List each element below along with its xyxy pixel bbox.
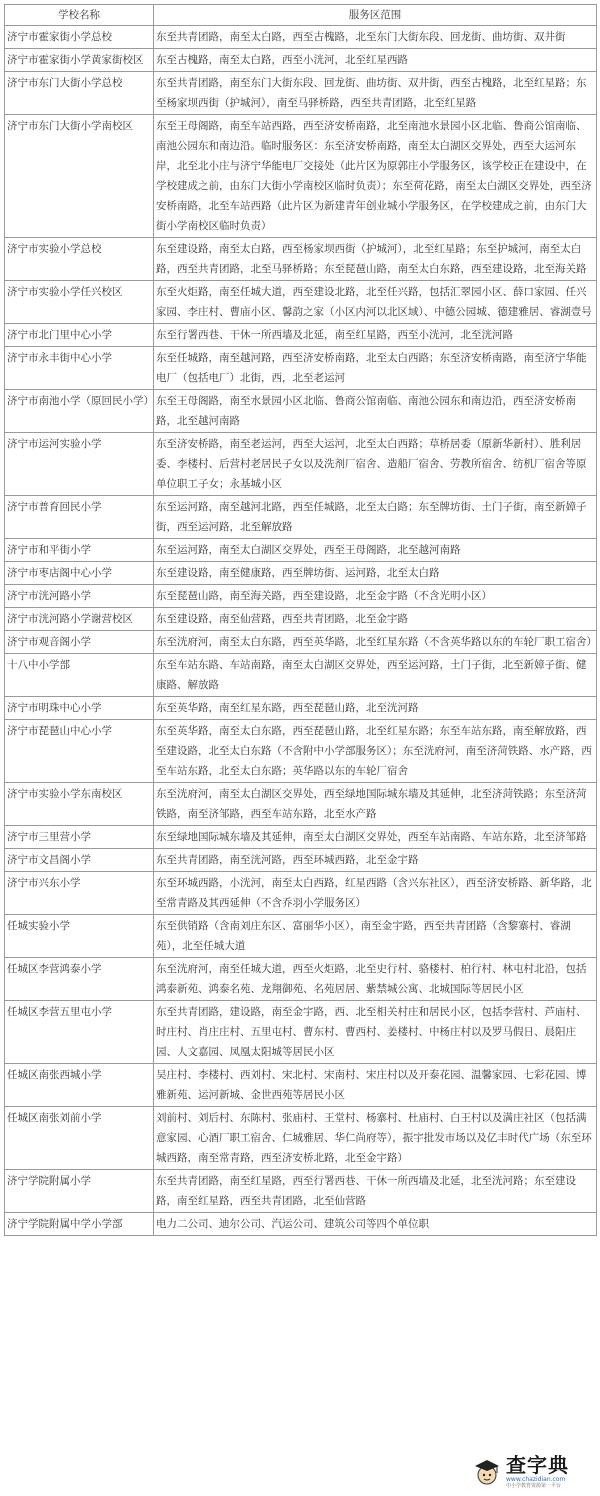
service-range-cell: 东至运河路，南至越河北路，西至任城路，北至太白路；东至牌坊街、土门子街，南至新嫜子街，西至运河路，北至解放路 [154, 496, 597, 539]
school-name-cell: 任城区南张刘前小学 [5, 1107, 154, 1170]
service-range-cell: 东至建设路，南至太白路，西至杨家坝西街（护城河），北至红星路；东至护城河，南至太白路，西至共青团路，北至马驿桥路；东至琵琶山路，南至太白东路，西至建设路，北至海关路 [154, 238, 597, 281]
service-range-cell: 吴庄村、李楼村、西刘村、宋北村、宋南村、宋庄村以及开泰花园、温馨家园、七彩花园、博雅新苑、运河新城、金世西苑等居民小区 [154, 1064, 597, 1107]
school-name-cell: 济宁市实验小学总校 [5, 238, 154, 281]
table-row [5, 872, 597, 915]
table-row [5, 433, 597, 496]
school-name-cell: 济宁学院附属小学 [5, 1170, 154, 1213]
table-row [5, 697, 597, 720]
table-row [5, 654, 597, 697]
service-range-cell: 东至绿地国际城东墙及其延伸，南至太白湖区交界处，西至车站南路、车站东路，北至济邹路 [154, 826, 597, 849]
table-row [5, 49, 597, 72]
service-range-cell: 东至建设路，南至仙营路，西至共青团路，北至金宇路 [154, 608, 597, 631]
service-range-cell: 东至环城西路，小洸河，南至太白西路，红星西路（含兴东社区），西至济安桥路、新华路，北至常青路及其西延伸（不含乔羽小学服务区） [154, 872, 597, 915]
table-row [5, 958, 597, 1001]
service-range-cell: 东至建设路，南至健康路，西至牌坊街、运河路，北至太白路 [154, 562, 597, 585]
service-range-cell: 东至共青团路，南至洸河路，西至环城西路，北至金宇路 [154, 849, 597, 872]
table-row [5, 826, 597, 849]
table-row [5, 281, 597, 324]
watermark-brand: 查字典 [506, 1453, 569, 1477]
table-row [5, 720, 597, 783]
table-row [5, 115, 597, 238]
service-range-cell: 东至共青团路，南至东门大街东段、回龙街、曲坊街、双井街，西至古槐路，北至红星路；东至杨家坝西街（护城河），南至马驿桥路，西至共青团路，北至红星路 [154, 72, 597, 115]
school-name-cell: 任城实验小学 [5, 915, 154, 958]
graduate-mascot-icon [472, 1457, 502, 1487]
school-name-cell: 济宁市北门里中心小学 [5, 324, 154, 347]
header-service-range: 服务区范围 [154, 5, 597, 26]
school-name-cell: 济宁市洸河路小学 [5, 585, 154, 608]
school-name-cell: 济宁市文昌阁小学 [5, 849, 154, 872]
table-row [5, 496, 597, 539]
service-range-cell: 东至火炬路，南至任城大道，西至建设北路，北至任兴路，包括汇翠园小区、薛口家园、任兴家园、李庄村、曹庙小区、馨韵之家（小区内河以北区域）、中德公园城、德建雅居、睿湖壹号 [154, 281, 597, 324]
table-row [5, 390, 597, 433]
service-range-cell: 东至供销路（含南刘庄东区、富丽华小区），南至金宇路，西至共青团路（含黎寨村、睿湖苑），北至任城大道 [154, 915, 597, 958]
table-body [5, 26, 597, 1236]
table-row [5, 608, 597, 631]
table-row [5, 324, 597, 347]
service-range-cell: 东至古槐路，南至太白路，西至小洸河，北至红星西路 [154, 49, 597, 72]
table-row [5, 915, 597, 958]
service-range-cell: 东至共青团路，建设路，南至金宇路，西、北至相关村庄和居民小区，包括李营村、芦庙村、时庄村、肖庄庄村、五里屯村、曹东村、曹西村、姜楼村、中杨庄村以及罗马假日、晨阳庄园、人文嘉园、凤凰太阳城等居民小区 [154, 1001, 597, 1064]
site-watermark [472, 1454, 592, 1490]
school-name-cell: 济宁市实验小学任兴校区 [5, 281, 154, 324]
service-range-cell: 东至任城路，南至越河路，西至济安桥南路，北至太白西路；东至济安桥南路，南至济宁华能电厂（包括电厂）北街，西，北至老运河 [154, 347, 597, 390]
table-row [5, 1064, 597, 1107]
table-row [5, 1001, 597, 1064]
school-name-cell: 济宁市和平街小学 [5, 539, 154, 562]
table-row [5, 238, 597, 281]
table-row [5, 631, 597, 654]
school-name-cell: 济宁市运河实验小学 [5, 433, 154, 496]
table-row [5, 26, 597, 49]
service-range-cell: 东至洸府河，南至任城大道，西至火炬路，北至史行村、骆楼村、柏行村、林屯村北沿，包括鸿泰新苑、鸿泰名苑、龙翔御苑、名苑居居、紫禁城公寓、北城国际等居民小区 [154, 958, 597, 1001]
service-range-cell: 东至共青团路，南至太白路，西至古槐路，北至东门大街东段、回龙街、曲坊街、双井街 [154, 26, 597, 49]
school-name-cell: 济宁市东门大街小学总校 [5, 72, 154, 115]
service-range-cell: 东至车站东路、车站南路，南至太白湖区交界处，西至运河路，土门子街，北至新嫜子街、健康路、解放路 [154, 654, 597, 697]
school-name-cell: 济宁市霍家街小学总校 [5, 26, 154, 49]
service-range-cell: 东至王母阁路，南至车站西路，西至济安桥南路，北至南池水景园小区北临、鲁商公馆南临、南池公园东和南边沿。临时服务区：东至济安桥南路，南至太白湖区交界处，西至大运河东岸，北至北小庄与济宁华能电厂交接处（此片区为原郭庄小学服务区，该学校正在建设中，在学校建成之前，由东门大街小学南校区临时负责）；东至荷花路，南至太白湖区交界处，西至济安桥南路，北至车站西路（此片区为新建青年创业城小学服务区，在学校建成之前，由东门大街小学南校区临时负责） [154, 115, 597, 238]
school-name-cell: 济宁市枣店阁中心小学 [5, 562, 154, 585]
school-name-cell: 济宁市明珠中心小学 [5, 697, 154, 720]
school-name-cell: 济宁市洸河路小学谢营校区 [5, 608, 154, 631]
table-row [5, 1170, 597, 1213]
school-name-cell: 十八中小学部 [5, 654, 154, 697]
school-name-cell: 济宁市南池小学（原回民小学） [5, 390, 154, 433]
school-name-cell: 济宁市实验小学东南校区 [5, 783, 154, 826]
school-name-cell: 济宁市观音阁小学 [5, 631, 154, 654]
table-row [5, 1107, 597, 1170]
school-district-sheet [4, 4, 596, 1236]
school-name-cell: 济宁市三里营小学 [5, 826, 154, 849]
header-school-name: 学校名称 [5, 5, 154, 26]
school-name-cell: 济宁市霍家街小学黄家街校区 [5, 49, 154, 72]
school-name-cell: 任城区李营鸿泰小学 [5, 958, 154, 1001]
service-range-cell: 东至英华路，南至红星东路，西至琵琶山路，北至洸河路 [154, 697, 597, 720]
school-name-cell: 济宁市东门大街小学南校区 [5, 115, 154, 238]
service-range-cell: 东至王母阁路，南至水景园小区北临、鲁商公馆南临、南池公园东和南边沿，西至济安桥南路，北至越河南路 [154, 390, 597, 433]
school-name-cell: 任城区南张西城小学 [5, 1064, 154, 1107]
service-range-cell: 东至行署西巷、干休一所西墙及北延，南至红星路，西至小洸河，北至洸河路 [154, 324, 597, 347]
school-name-cell: 济宁市永丰街中心小学 [5, 347, 154, 390]
header-row [5, 5, 597, 26]
service-range-cell: 东至英华路，南至太白东路，西至琵琶山路，北至红星东路；东至车站东路，南至解放路，西至建设路，北至太白东路（不含附中小学部服务区）；东至洸府河，南至济菏铁路、水产路，西至车站东路，北至太白东路；英华路以东的车轮厂宿舍 [154, 720, 597, 783]
service-range-cell: 东至济安桥路，南至老运河，西至大运河，北至太白西路；草桥居委（原新华新村）、胜利居委、李楼村、后营村老居民子女以及洗剂厂宿舍、造船厂宿舍、劳教所宿舍、纺机厂宿舍等原单位职工子女；永基城小区 [154, 433, 597, 496]
service-range-cell: 东至洸府河，南至太白湖区交界处，西至绿地国际城东墙及其延伸，北至济菏铁路；东至济菏铁路，南至济邹路，西至车站东路，北至水产路 [154, 783, 597, 826]
service-range-cell: 东至洸府河，南至太白东路，西至英华路，北至红星东路（不含英华路以东的车轮厂职工宿舍） [154, 631, 597, 654]
service-range-cell: 东至运河路，南至太白湖区交界处，西至王母阁路，北至越河南路 [154, 539, 597, 562]
school-name-cell: 济宁市兴东小学 [5, 872, 154, 915]
table-row [5, 585, 597, 608]
table-row [5, 562, 597, 585]
school-name-cell: 任城区李营五里屯小学 [5, 1001, 154, 1064]
table-row [5, 347, 597, 390]
school-name-cell: 济宁学院附属中学小学部 [5, 1213, 154, 1236]
service-range-cell: 刘前村、刘后村、东陈村、张庙村、王堂村、杨寨村、杜庙村、白王村以及满庄社区（包括满意家园、心酒厂职工宿舍、仁城雅居、华仁尚府等），振宇批发市场以及亿丰时代广场（东至环城西路，南至常青路，西至济安桥北路，北至金宇路） [154, 1107, 597, 1170]
school-name-cell: 济宁市琵琶山中心小学 [5, 720, 154, 783]
table-row [5, 783, 597, 826]
service-range-cell: 电力二公司、迪尔公司、汽运公司、建筑公司等四个单位职 [154, 1213, 597, 1236]
watermark-text [506, 1455, 569, 1489]
school-name-cell: 济宁市普育回民小学 [5, 496, 154, 539]
table-row [5, 849, 597, 872]
table-row [5, 1213, 597, 1236]
table-row [5, 72, 597, 115]
table-header [5, 5, 597, 26]
table-row [5, 539, 597, 562]
watermark-slogan: 中小学教育资源第一平台 [506, 1483, 562, 1489]
school-district-table [4, 4, 597, 1236]
service-range-cell: 东至琵琶山路，南至海关路，西至建设路，北至金宇路（不含光明小区） [154, 585, 597, 608]
watermark-domain: www.chazidian.com [506, 1476, 566, 1483]
service-range-cell: 东至共青团路，南至红星路，西至行署西巷、干休一所西墙及北延，北至洸河路；东至建设路，南至红星路，西至共青团路，北至仙营路 [154, 1170, 597, 1213]
